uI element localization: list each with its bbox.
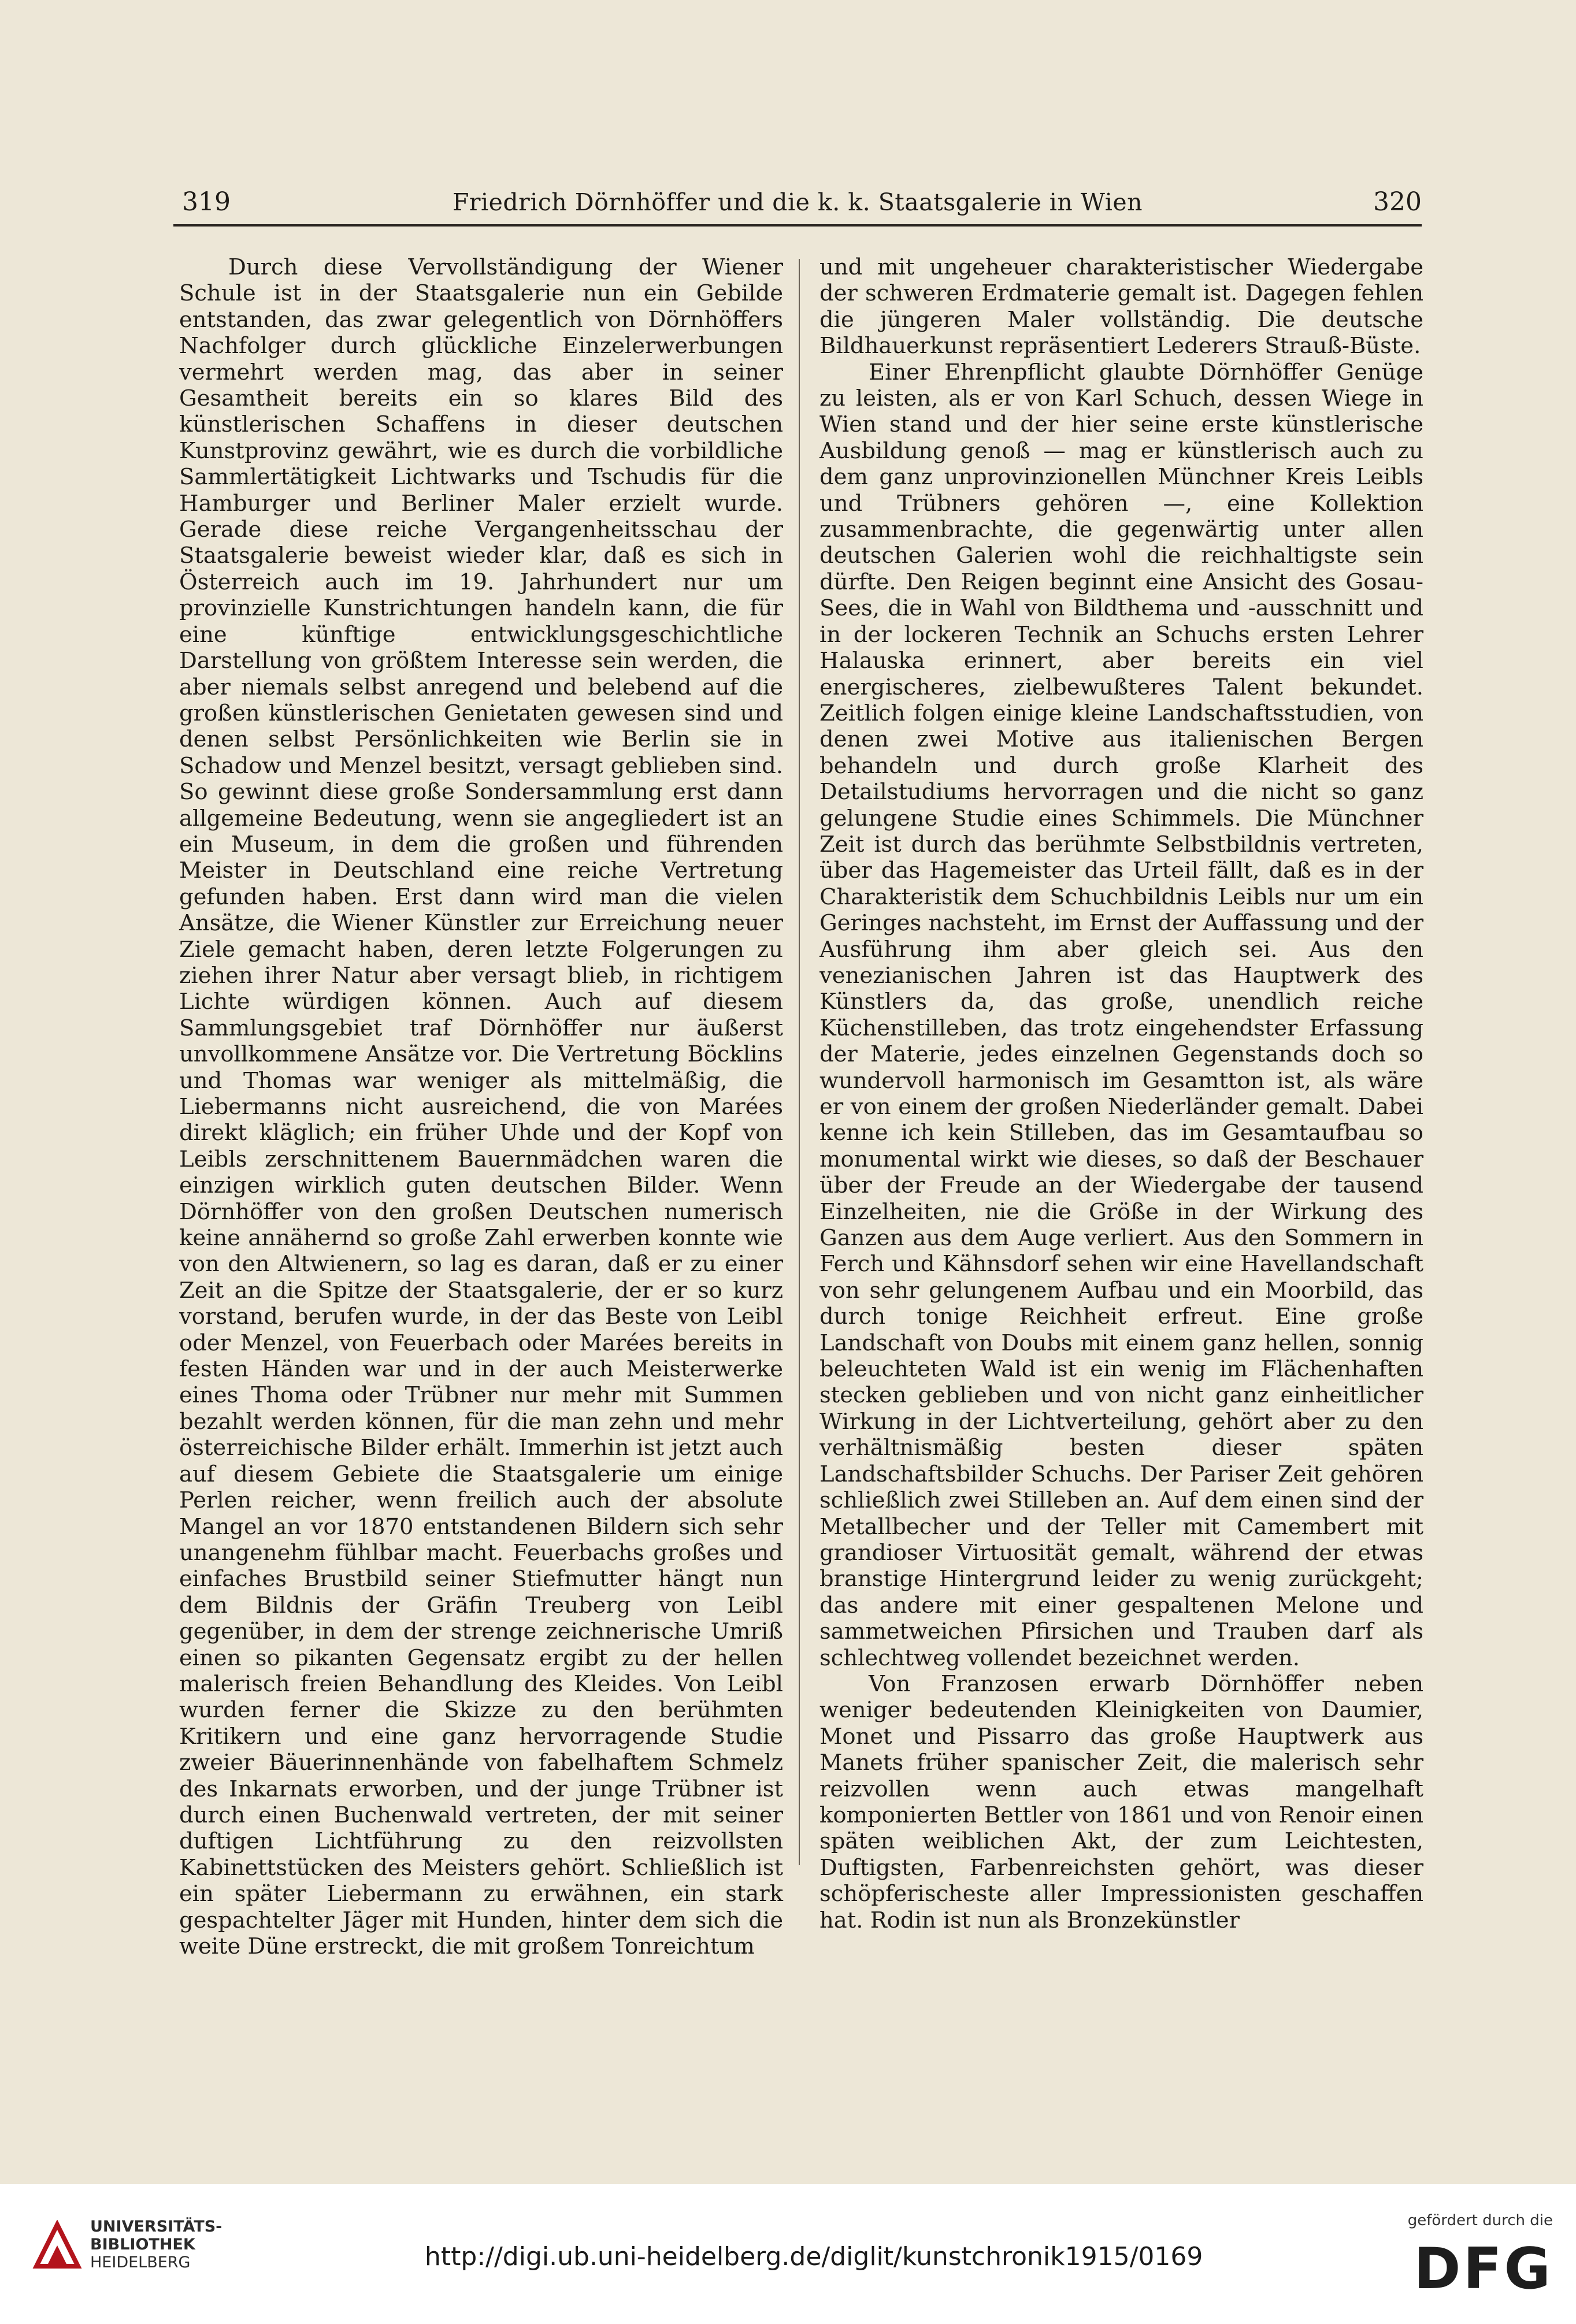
running-header xyxy=(173,185,1422,225)
permalink-url[interactable]: http://digi.ub.uni-heidelberg.de/diglit/kunstchronik1915/0169 xyxy=(425,2242,1203,2271)
text-columns xyxy=(179,254,1427,1988)
library-name xyxy=(90,2218,222,2271)
heidelberg-library-logo-icon xyxy=(32,2220,83,2271)
paragraph: Durch diese Vervollständigung der Wiener Schule ist in der Staatsgalerie nun ein Gebilde entstanden, das zwar gelegentlich von Dörnhöffers Nachfolger durch glückliche Einzelerwerbungen vermehrt werden mag, das aber in seiner Gesamtheit bereits ein so klares Bild des künstlerischen Schaffens in dieser deutschen Kunstprovinz gewährt, wie es durch die vorbildliche Sammlertätigkeit Lichtwarks und Tschudis für die Hamburger und Berliner Maler erzielt wurde. Gerade diese reiche Vergangenheitsschau der Staatsgalerie beweist wieder klar, daß es sich in Österreich auch im 19. Jahrhundert nur um provinzielle Kunstrichtungen handeln kann, die für eine künftige entwicklungsgeschichtliche Darstellung von größtem Interesse sein werden, die aber niemals selbst anregend und belebend auf die großen künstlerischen Genietaten gewesen sind und denen selbst Persönlichkeiten wie Berlin sie in Schadow und Menzel besitzt, versagt geblieben sind. So gewinnt diese große Sondersammlung erst dann allgemeine Bedeutung, wenn sie angegliedert ist an ein Museum, in dem die großen und führenden Meister in Deutschland eine reiche Vertretung gefunden haben. Erst dann wird man die vielen Ansätze, die Wiener Künstler zur Erreichung neuer Ziele gemacht haben, deren letzte Folgerungen zu ziehen ihrer Natur aber versagt blieb, in richtigem Lichte würdigen können. Auch auf diesem Sammlungsgebiet traf Dörnhöffer nur äußerst unvollkommene Ansätze vor. Die Vertretung Böcklins und Thomas war weniger als mittelmäßig, die Liebermanns nicht ausreichend, die von Marées direkt kläglich; ein früher Uhde und der Kopf von Leibls zerschnittenem Bauernmädchen waren die einzigen wirklich guten deutschen Bilder. Wenn Dörnhöffer von den großen Deutschen numerisch keine annähernd so große Zahl erwerben konnte wie von den Altwienern, so lag es daran, daß er zu einer Zeit an die Spitze der Staatsgalerie, der er so kurz vorstand, berufen wurde, in der das Beste von Leibl oder Menzel, von Feuerbach oder Marées bereits in festen Händen war und in der auch Meisterwerke eines Thoma oder Trübner nur mehr mit Summen bezahlt werden können, für die man zehn und mehr österreichische Bilder erhält. Immerhin ist jetzt auch auf diesem Gebiete die Staatsgalerie um einige Perlen reicher, wenn freilich auch der absolute Mangel an vor 1870 entstandenen Bildern sich sehr unangenehm fühlbar macht. Feuerbachs großes und einfaches Brustbild seiner Stiefmutter hängt nun dem Bildnis der Gräfin Treuberg von Leibl gegenüber, in dem der strenge zeichnerische Umriß einen so pikanten Gegensatz ergibt zu der hellen malerisch freien Behandlung des Kleides. Von Leibl wurden ferner die Skizze zu den berühmten Kritikern und eine ganz hervorragende Studie zweier Bäuerinnenhände von fabelhaftem Schmelz des Inkarnats erworben, und der junge Trübner ist durch einen Buchenwald vertreten, der mit seiner duftigen Lichtführung zu den reizvollsten Kabinettstücken des Meisters gehört. Schließlich ist ein später Liebermann zu erwähnen, ein stark gespachtelter Jäger mit Hunden, hinter dem sich die weite Düne erstreckt, die mit großem Tonreichtum xyxy=(179,254,783,1959)
page-number-right: 320 xyxy=(1373,187,1422,217)
paragraph: Einer Ehrenpflicht glaubte Dörnhöffer Genüge zu leisten, als er von Karl Schuch, dessen Wiege in Wien stand und der hier seine erste künstlerische Ausbildung genoß — mag er künstlerisch auch zu dem ganz unprovinzionellen Münchner Kreis Leibls und Trübners gehören —, eine Kollektion zusammenbrachte, die gegenwärtig unter allen deutschen Galerien wohl die reichhaltigste sein dürfte. Den Reigen beginnt eine Ansicht des Gosau-Sees, die in Wahl von Bildthema und -ausschnitt und in der lockeren Technik an Schuchs ersten Lehrer Halauska erinnert, aber bereits ein viel energischeres, zielbewußteres Talent bekundet. Zeitlich folgen einige kleine Landschaftsstudien, von denen zwei Motive aus italienischen Bergen behandeln und durch große Klarheit des Detailstudiums hervorragen und die nicht so ganz gelungene Studie eines Schimmels. Die Münchner Zeit ist durch das berühmte Selbstbildnis vertreten, über das Hagemeister das Urteil fällt, daß es in der Charakteristik dem Schuchbildnis Leibls nur um ein Geringes nachsteht, im Ernst der Auffassung und der Ausführung ihm aber gleich sei. Aus den venezianischen Jahren ist das Hauptwerk des Künstlers da, das große, unendlich reiche Küchenstilleben, das trotz eingehendster Erfassung der Materie, jedes einzelnen Gegenstands doch so wundervoll harmonisch im Gesamtton ist, als wäre er von einem der großen Niederländer gemalt. Dabei kenne ich kein Stilleben, das im Gesamtaufbau so monumental wirkt wie dieses, so daß der Beschauer über der Freude an der Wiedergabe der tausend Einzelheiten, nie die Größe in der Wirkung des Ganzen aus dem Auge verliert. Aus den Sommern in Ferch und Kähnsdorf sehen wir eine Havellandschaft von sehr gelungenem Aufbau und ein Moorbild, das durch tonige Reichheit erfreut. Eine große Landschaft von Doubs mit einem ganz hellen, sonnig beleuchteten Wald ist ein wenig im Flächenhaften stecken geblieben und von nicht ganz einheitlicher Wirkung in der Lichtverteilung, gehört aber zu den verhältnismäßig besten dieser späten Landschaftsbilder Schuchs. Der Pariser Zeit gehören schließlich zwei Stilleben an. Auf dem einen sind der Metallbecher und der Teller mit Camembert mit grandioser Virtuosität gemalt, während der etwas branstige Hintergrund leider zu wenig zurückgeht; das andere mit einer gespaltenen Melone und sammetweichen Pfirsichen und Trauben darf als schlechtweg vollendet bezeichnet werden. xyxy=(819,359,1423,1671)
column-right xyxy=(819,254,1423,1933)
page-number-left: 319 xyxy=(182,187,231,217)
paragraph: Von Franzosen erwarb Dörnhöffer neben weniger bedeutenden Kleinigkeiten von Daumier, Monet und Pissarro das große Hauptwerk aus Manets früher spanischer Zeit, die malerisch sehr reizvollen wenn auch etwas mangelhaft komponierten Bettler von 1861 und von Renoir einen späten weiblichen Akt, der zum Leichtesten, Duftigsten, Farbenreichsten gehört, was dieser schöpferischeste aller Impressionisten geschaffen hat. Rodin ist nun als Bronzekünstler xyxy=(819,1670,1423,1933)
sponsor-text: gefördert durch die xyxy=(1407,2212,1553,2229)
library-name-line1: UNIVERSITÄTS- xyxy=(90,2218,223,2236)
dfg-logo: DFG xyxy=(1414,2236,1553,2302)
running-title: Friedrich Dörnhöffer und die k. k. Staatsgalerie in Wien xyxy=(452,188,1143,216)
paragraph: und mit ungeheuer charakteristischer Wiedergabe der schweren Erdmaterie gemalt ist. Dagegen fehlen die jüngeren Maler vollständig. Die deutsche Bildhauerkunst repräsentiert Lederers Strauß-Büste. xyxy=(819,254,1423,359)
library-name-line3: HEIDELBERG xyxy=(90,2254,191,2271)
column-left xyxy=(179,254,783,1959)
digitization-footer xyxy=(0,2184,1576,2324)
library-name-line2: BIBLIOTHEK xyxy=(90,2236,195,2254)
header-rule xyxy=(173,224,1422,227)
